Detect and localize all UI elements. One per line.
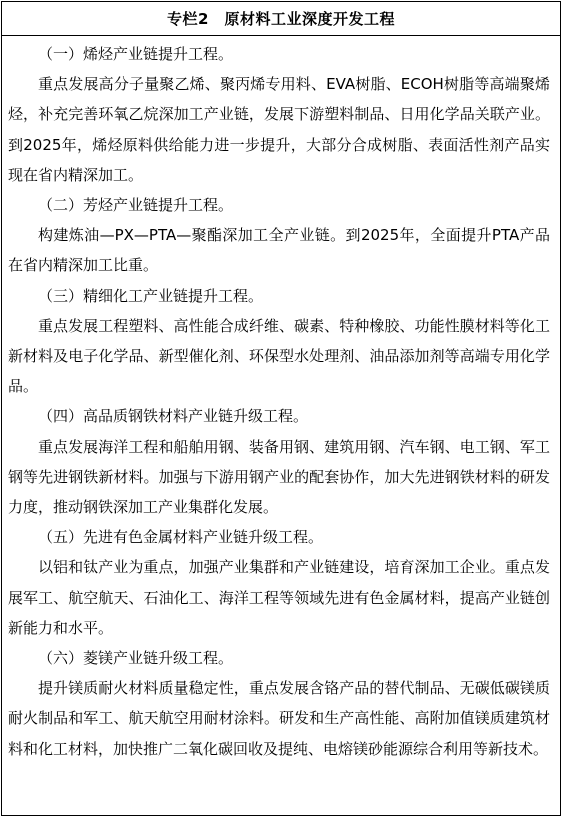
column-box bbox=[1, 1, 561, 816]
section-heading-fine-chemicals: （三）精细化工产业链提升工程。 bbox=[38, 286, 264, 305]
section-heading-magnesite: （六）菱镁产业链升级工程。 bbox=[38, 649, 234, 668]
section-body-magnesite: 提升镁质耐火材料质量稳定性，重点发展含铬产品的替代制品、无碳低碳镁质耐火制品和军工、航天航空用耐材涂料。研发和生产高性能、高附加值镁质建筑材料和化工材料，加快推广二氧化碳回收及提纯、电熔镁砂能源综合利用等新技术。 bbox=[8, 679, 550, 758]
section-heading-olefin: （一）烯烃产业链提升工程。 bbox=[38, 45, 234, 63]
section-heading-nonferrous: （五）先进有色金属材料产业链升级工程。 bbox=[38, 528, 324, 547]
section-body-fine-chemicals: 重点发展工程塑料、高性能合成纤维、碳素、特种橡胶、功能性膜材料等化工新材料及电子化学品、新型催化剂、环保型水处理剂、油品添加剂等高端专用化学品。 bbox=[8, 316, 550, 396]
section-body-olefin: 重点发展高分子量聚乙烯、聚丙烯专用料、EVA树脂、ECOH树脂等高端聚烯烃，补充完善环氧乙烷深加工产业链，发展下游塑料制品、日用化学品关联产业。到2025年，烯烃原料供给能力进一步提升，大部分合成树脂、表面活性剂产品实现在省内精深加工。 bbox=[8, 75, 550, 184]
section-body-nonferrous: 以铝和钛产业为重点，加强产业集群和产业链建设，培育深加工企业。重点发展军工、航空航天、石油化工、海洋工程等领域先进有色金属材料，提高产业链创新能力和水平。 bbox=[8, 558, 550, 637]
column-content bbox=[2, 36, 560, 764]
column-title: 专栏2 原材料工业深度开发工程 bbox=[2, 2, 560, 36]
section-body-aromatics: 构建炼油—PX—PTA—聚酯深加工全产业链。到2025年，全面提升PTA产品在省内精深加工比重。 bbox=[8, 226, 550, 275]
section-body-steel: 重点发展海洋工程和船舶用钢、装备用钢、建筑用钢、汽车钢、电工钢、军工钢等先进钢铁新材料。加强与下游用钢产业的配套协作，加大先进钢铁材料的研发力度，推动钢铁深加工产业集群化发展。 bbox=[8, 437, 550, 517]
section-heading-steel: （四）高品质钢铁材料产业链升级工程。 bbox=[38, 407, 309, 426]
section-heading-aromatics: （二）芳烃产业链提升工程。 bbox=[38, 196, 234, 215]
